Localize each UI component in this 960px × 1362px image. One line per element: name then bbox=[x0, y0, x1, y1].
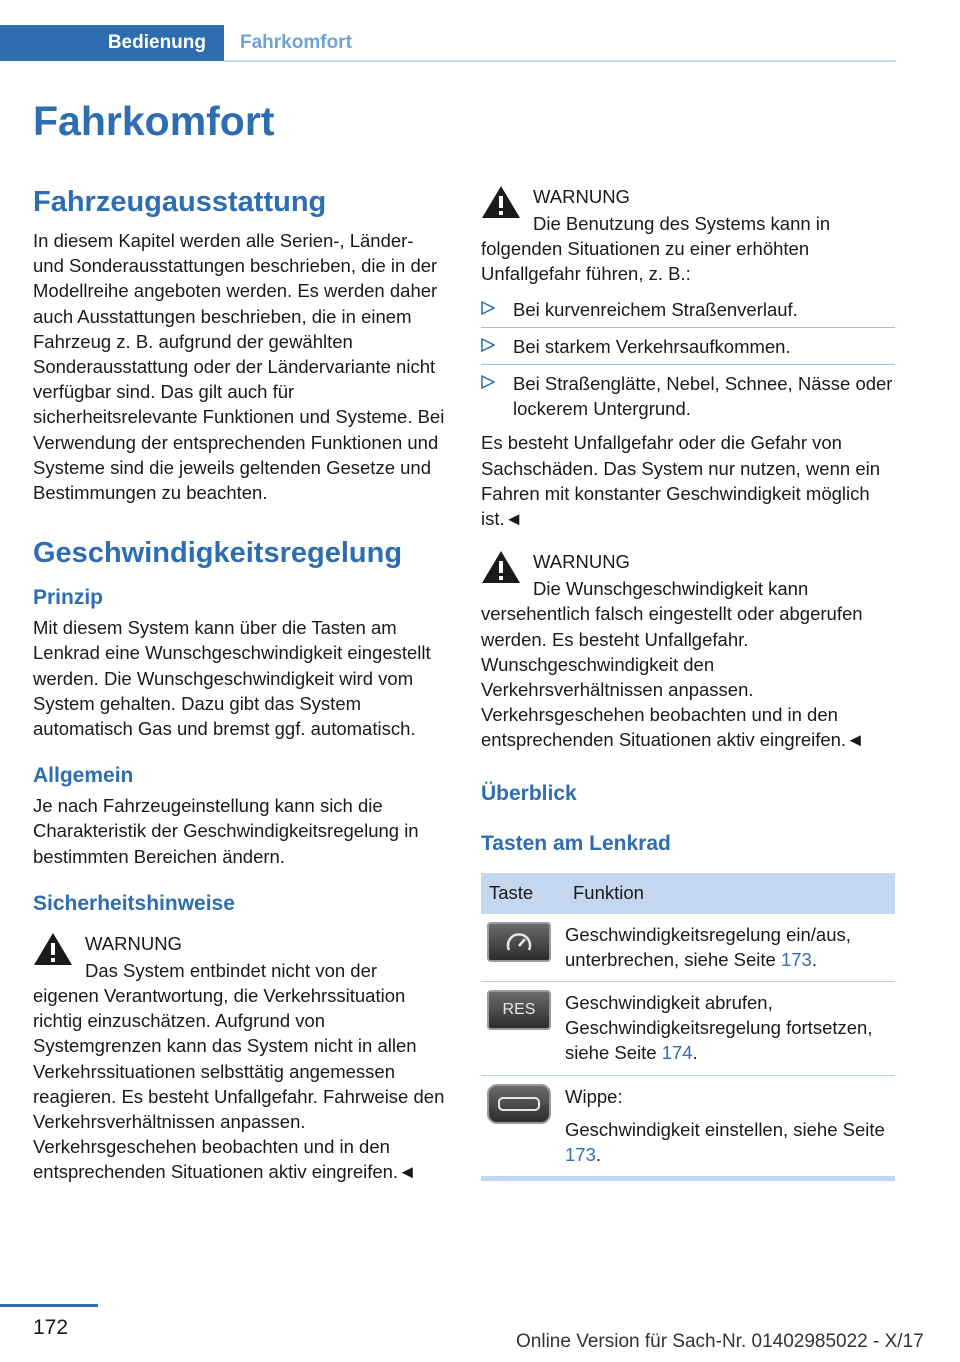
header-rule bbox=[224, 60, 896, 62]
heading-sicherheitshinweise: Sicherheitshinweise bbox=[33, 891, 235, 915]
heading-prinzip: Prinzip bbox=[33, 586, 104, 610]
heading-ueberblick: Überblick bbox=[481, 781, 577, 805]
table-row bbox=[481, 1075, 895, 1179]
table-header-row bbox=[481, 873, 895, 914]
list-item-text: Bei kurvenreichem Straßenverlauf. bbox=[513, 298, 798, 320]
function-cell bbox=[565, 982, 895, 1076]
heading-fahrzeugausstattung: Fahrzeugausstattung bbox=[33, 186, 327, 218]
function-text: Geschwindigkeit abrufen, Geschwindigkeitsregelung fortsetzen, siehe Seite bbox=[565, 992, 873, 1064]
column-header-taste: Taste bbox=[481, 873, 565, 914]
function-text-end: . bbox=[811, 948, 817, 970]
warning-text: Das System entbindet nicht von der eigenen Verantwortung, die Verkehrssituation richtig einzuschätzen. Aufgrund von Systemgrenzen kann das System nicht in allen Verkehrssituationen selbsttätig angemessen reagieren. Es besteht Unfallgefahr. Fahrweise den Verkehrsverhältnissen anpassen. Verkehrsgeschehen beobachten und in den entsprechenden Situationen aktiv eingreifen.◄ bbox=[33, 959, 445, 1183]
right-column bbox=[481, 184, 895, 1181]
heading-allgemein: Allgemein bbox=[33, 764, 134, 788]
cruise-control-key-icon bbox=[487, 922, 551, 962]
situation-list bbox=[481, 291, 895, 427]
paragraph-fahrzeugausstattung: In diesem Kapitel werden alle Serien-, Länder- und Sonderausstattungen beschrieben, die in der Modellreihe angeboten werden. Es werden daher auch Ausstattungen beschrieben, die in einem Fahrzeug z. B. aufgrund der gewählten Sonderausstattung oder der Ländervariante nicht verfügbar sind. Das gilt auch für sicherheitsrelevante Funktionen und Systeme. Bei Verwendung der entsprechenden Funktionen und Systeme sind die jeweils geltenden Gesetze und Bestimmungen zu beachten. bbox=[33, 230, 445, 504]
heading-tasten-am-lenkrad: Tasten am Lenkrad bbox=[481, 831, 671, 855]
list-item bbox=[481, 291, 895, 328]
page-number: 172 bbox=[33, 1316, 69, 1339]
function-text: Geschwindigkeit einstellen, siehe Seite bbox=[565, 1118, 885, 1140]
warning-triangle-icon bbox=[481, 549, 521, 585]
paragraph-prinzip: Mit diesem System kann über die Tasten am Lenkrad eine Wunschgeschwindigkeit eingestellt werden. Die Wunschgeschwindigkeit wird vom System gehalten. Dazu gibt das System automatisch Gas und bremst ggf. automatisch. bbox=[33, 617, 431, 740]
page-link-173[interactable]: 173 bbox=[780, 948, 812, 970]
page-title: Fahrkomfort bbox=[33, 98, 275, 144]
key-cell bbox=[481, 982, 565, 1076]
footer-version-text: Online Version für Sach-Nr. 01402985022 - X/17 bbox=[516, 1331, 924, 1352]
warning-text: Die Wunschgeschwindigkeit kann versehentlich falsch eingestellt oder abgerufen werden. Es besteht Unfallgefahr. Wunschgeschwindigkeit den Verkehrsverhältnissen anpassen. Verkehrsgeschehen beobachten und in den entsprechenden Situationen aktiv eingreifen.◄ bbox=[481, 578, 865, 751]
warning-block-1 bbox=[33, 931, 447, 1185]
res-key-label: RES bbox=[502, 1001, 536, 1019]
warning-triangle-icon bbox=[33, 931, 73, 967]
footer-rule bbox=[0, 1304, 98, 1307]
function-text-end: . bbox=[692, 1042, 698, 1064]
triangle-bullet-icon bbox=[481, 338, 495, 352]
warning-label: WARNUNG bbox=[533, 186, 630, 207]
warning-triangle-icon bbox=[481, 184, 521, 220]
list-item bbox=[481, 328, 895, 365]
left-column bbox=[33, 182, 447, 1185]
table-row bbox=[481, 914, 895, 982]
triangle-bullet-icon bbox=[481, 301, 495, 315]
page-link-173[interactable]: 173 bbox=[565, 1144, 596, 1166]
warning-block-2 bbox=[481, 184, 895, 287]
triangle-bullet-icon bbox=[481, 375, 495, 389]
page-link-174[interactable]: 174 bbox=[661, 1042, 693, 1064]
tab-bedienung[interactable]: Bedienung bbox=[0, 25, 224, 61]
speedometer-icon bbox=[504, 930, 534, 954]
function-cell bbox=[565, 1075, 895, 1179]
keys-table bbox=[481, 873, 895, 1182]
res-key-icon bbox=[487, 990, 551, 1030]
warning-text: Die Benutzung des Systems kann in folgenden Situationen zu einer erhöhten Unfallgefahr führen, z. B.: bbox=[481, 213, 831, 285]
function-title: Wippe: bbox=[565, 1085, 623, 1107]
warning-label: WARNUNG bbox=[533, 551, 630, 573]
rocker-key-icon bbox=[487, 1084, 551, 1124]
key-cell bbox=[481, 914, 565, 982]
tab-fahrkomfort[interactable]: Fahrkomfort bbox=[240, 32, 352, 53]
paragraph-unfallgefahr: Es besteht Unfallgefahr oder die Gefahr von Sachschäden. Das System nur nutzen, wenn ein Fahren mit konstanter Geschwindigkeit möglich ist.◄ bbox=[481, 432, 881, 530]
list-item-text: Bei starkem Verkehrsaufkommen. bbox=[513, 335, 791, 357]
function-text-end: . bbox=[595, 1144, 602, 1166]
warning-block-3 bbox=[481, 549, 895, 752]
header-tabs bbox=[0, 0, 960, 62]
heading-geschwindigkeitsregelung: Geschwindigkeitsregelung bbox=[33, 537, 403, 570]
warning-label: WARNUNG bbox=[85, 932, 182, 954]
column-header-funktion: Funktion bbox=[565, 873, 895, 914]
key-cell bbox=[481, 1075, 565, 1179]
table-row bbox=[481, 982, 895, 1076]
list-item bbox=[481, 365, 895, 426]
function-cell bbox=[565, 914, 895, 982]
rocker-switch-icon bbox=[497, 1094, 541, 1114]
list-item-text: Bei Straßenglätte, Nebel, Schnee, Nässe oder lockerem Untergrund. bbox=[513, 373, 893, 420]
function-text-block bbox=[565, 1117, 895, 1167]
function-text: Geschwindigkeitsregelung ein/aus, unterbrechen, siehe Seite bbox=[565, 923, 851, 970]
paragraph-allgemein: Je nach Fahrzeugeinstellung kann sich die Charakteristik der Geschwindigkeitsregelung in bestimmten Bereichen ändern. bbox=[33, 795, 419, 867]
